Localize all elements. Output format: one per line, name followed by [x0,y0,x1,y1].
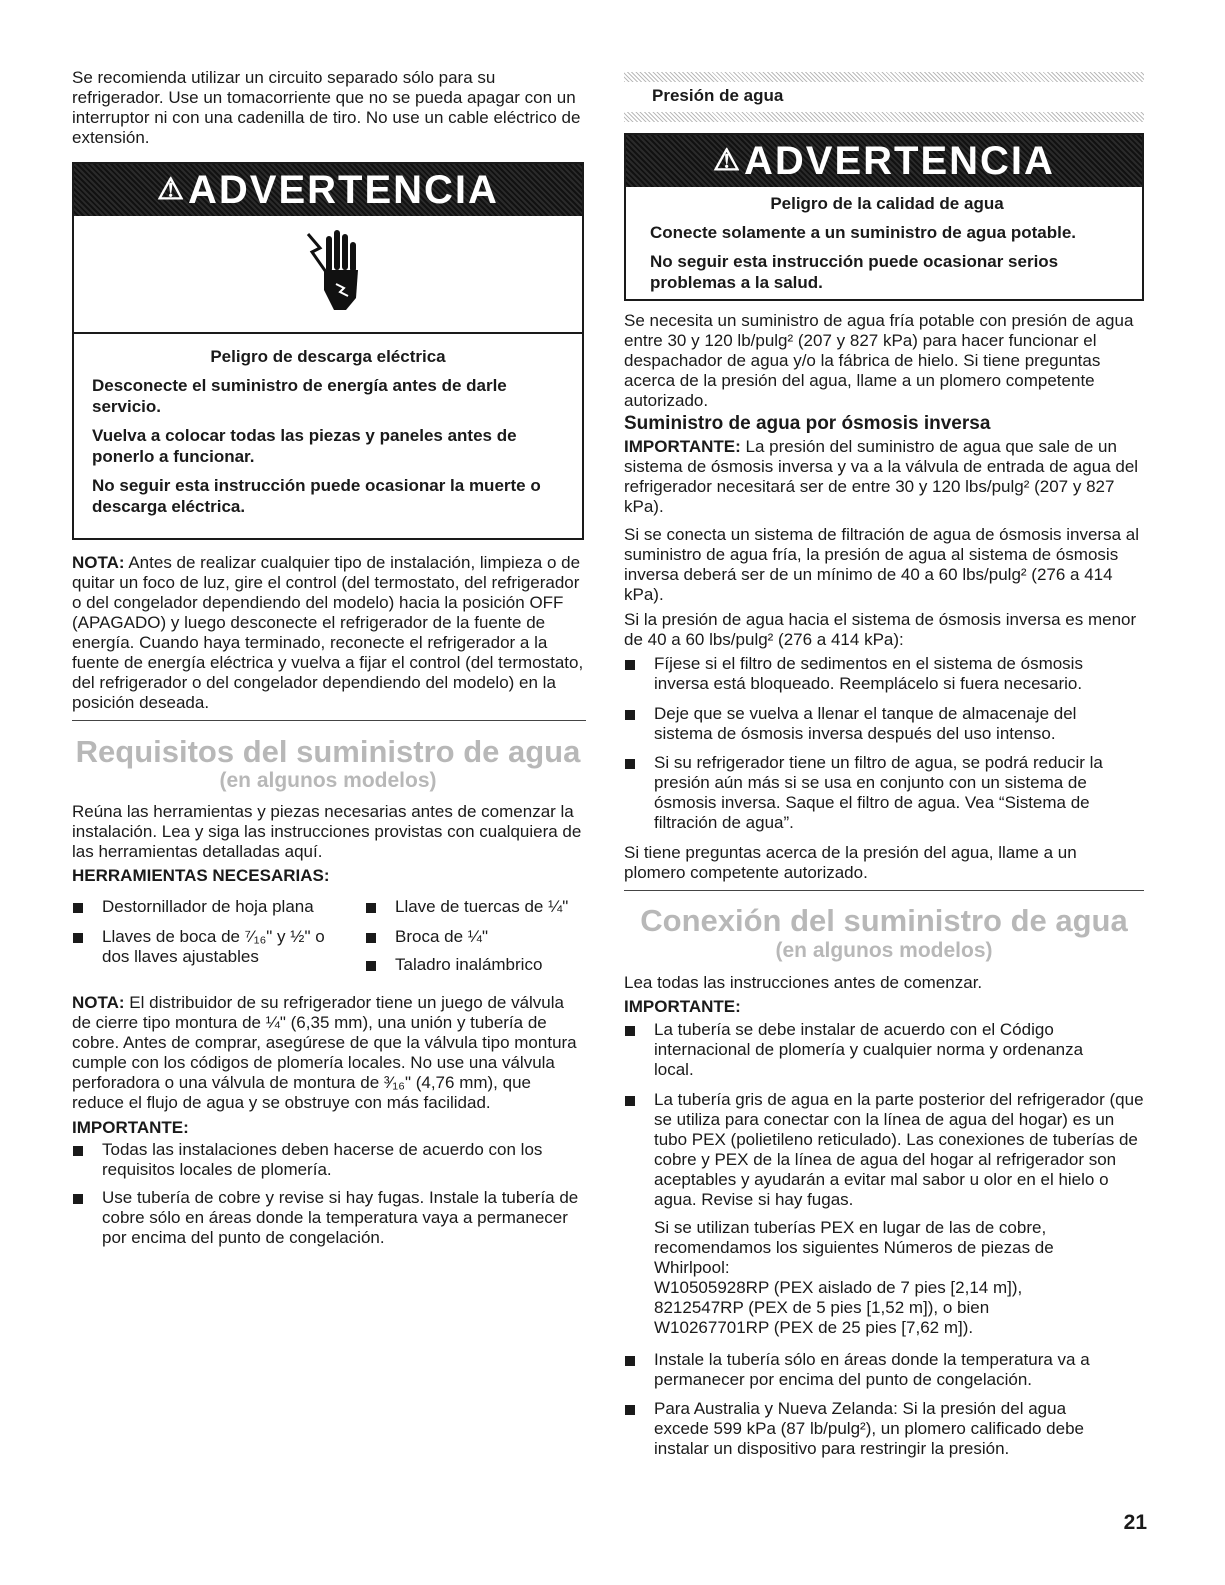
section-divider [72,720,586,721]
pex-part: 8212547RP (PEX de 5 pies [1,52 m]), o bien [654,1298,990,1317]
water-requirements-subheading: (en algunos modelos) [219,769,437,792]
ro-item: Deje que se vuelva a llenar el tanque de almacenaje del sistema de ósmosis inversa después del uso intenso. [654,704,1077,743]
warning-line-1: Conecte solamente a un suministro de agua potable. [650,223,1077,242]
warning-line-2: No seguir esta instrucción puede ocasionar serios problemas a la salud. [650,252,1059,292]
warning-line-3: No seguir esta instrucción puede ocasionar la muerte o descarga eléctrica. [92,476,541,516]
nota-paragraph-2 [72,993,586,1113]
bullet [625,1026,635,1036]
bullet [73,1146,83,1156]
importante-item: Todas las instalaciones deben hacerse de acuerdo con los requisitos locales de plomería. [102,1140,543,1179]
bullet [366,903,376,913]
tool-item: Broca de ¼" [395,927,488,946]
bullet [625,759,635,769]
importante-text: La presión del suministro de agua que sale de un sistema de ósmosis inversa y va a la válvula de entrada de agua del refrigerador necesitará ser de entre 30 y 120 lbs/pulg² (207 y 827 kPa). [624,437,1139,516]
nota-paragraph-1 [72,553,584,713]
warning-hazard: Peligro de la calidad de agua [770,194,1004,213]
pex-part: W10267701RP (PEX de 25 pies [7,62 m]). [654,1318,974,1337]
pex-intro: Si se utilizan tuberías PEX en lugar de las de cobre, recomendamos los siguientes Números de piezas de Whirlpool: [654,1218,1054,1277]
tool-item: Taladro inalámbrico [395,955,543,974]
tools-heading: HERRAMIENTAS NECESARIAS: [72,866,330,885]
section-divider [624,890,1144,891]
connection-item: La tubería gris de agua en la parte posterior del refrigerador (que se utiliza para conectar con la línea de agua del hogar) es un tubo PEX (polietileno reticulado). Las conexiones de tuberías de cobre y PEX de la línea de agua del hogar al refrigerador son aceptables y ayudarán a evitar mal sabor u olor en el hielo o agua. Revise si hay fugas. [654,1090,1144,1209]
electric-shock-hand-icon [302,226,364,318]
nota-text: El distribuidor de su refrigerador tiene un juego de válvula de cierre tipo montura de ¼" (6,35 mm), una unión y tubería de cobre. Antes de comprar, asegúrese de que la válvula tipo montura cumple con los códigos de plomería locales. No use una válvula perforadora o una válvula de montura de ³⁄₁₆" (4,76 mm), que reduce el flujo de agua y se obstruye con más facilidad. [72,993,577,1112]
importante-label: IMPORTANTE: [624,437,741,456]
connection-item: La tubería se debe instalar de acuerdo con el Código internacional de plomería y cualquier norma y ordenanza local. [654,1020,1084,1079]
water-quality-warning [624,133,1144,301]
connection-item: Para Australia y Nueva Zelanda: Si la presión del agua excede 599 kPa (87 lb/pulg²), un plomero calificado debe instalar un dispositivo para restringir la presión. [654,1399,1084,1458]
ro-item: Fíjese si el filtro de sedimentos en el sistema de ósmosis inversa está bloqueado. Reemplácelo si fuera necesario. [654,654,1083,693]
warning-title: ADVERTENCIA [744,139,1055,183]
bullet [73,903,83,913]
tool-item: Destornillador de hoja plana [102,897,314,916]
water-connection-heading: Conexión del suministro de agua [640,903,1128,938]
warning-body [92,346,564,517]
pressure-paragraph: Se necesita un suministro de agua fría potable con presión de agua entre 30 y 120 lb/pulg² (207 y 827 kPa) para hacer funcionar el despachador de agua y/o la fábrica de hielo. Si tiene preguntas acerca de la presión del agua, llame a un plomero competente autorizado. [624,311,1134,410]
electric-shock-warning [72,162,584,540]
reverse-osmosis-heading: Suministro de agua por ósmosis inversa [624,413,991,434]
tool-item: Llaves de boca de ⁷⁄₁₆" y ½" o dos llaves ajustables [102,927,325,966]
water-pressure-heading: Presión de agua [652,86,784,105]
water-requirements-intro: Reúna las herramientas y piezas necesarias antes de comenzar la instalación. Lea y siga las instrucciones provistas con cualquiera de las herramientas detalladas aquí. [72,802,582,861]
nota-label: NOTA: [72,553,125,572]
shaded-rule [624,112,1144,122]
warning-title: ADVERTENCIA [188,168,499,212]
bullet [625,710,635,720]
warning-line-1: Desconecte el suministro de energía antes de darle servicio. [92,376,507,416]
ro-paragraph-4: Si tiene preguntas acerca de la presión del agua, llame a un plomero competente autorizado. [624,843,1077,882]
ro-importante-paragraph [624,437,1152,517]
importante-item: Use tubería de cobre y revise si hay fugas. Instale la tubería de cobre sólo en áreas donde la temperatura vaya a permanecer por encima del punto de congelación. [102,1188,579,1247]
bullet [73,933,83,943]
warning-divider [74,332,582,334]
ro-item: Si su refrigerador tiene un filtro de agua, se podrá reducir la presión aún más si se usa en conjunto con un sistema de ósmosis inversa. Saque el filtro de agua. Vea “Sistema de filtración de agua”. [654,753,1103,832]
bullet [73,1194,83,1204]
bullet [625,1356,635,1366]
warning-hazard: Peligro de descarga eléctrica [210,347,446,366]
tool-item: Llave de tuercas de ¼" [395,897,569,916]
nota-text: Antes de realizar cualquier tipo de instalación, limpieza o de quitar un foco de luz, gire el control (del termostato, del refrigerador o del congelador dependiendo del modelo) hacia la posición OFF (APAGADO) y luego desconecte el refrigerador de la fuente de energía. Cuando haya terminado, reconecte el refrigerador a la fuente de energía eléctrica y vuelva a fijar el control (del termostato, del refrigerador o del congelador dependiendo del modelo) en la posición deseada. [72,553,584,712]
bullet [366,933,376,943]
warning-triangle-icon: ⚠ [157,173,186,206]
importante-heading: IMPORTANTE: [72,1118,189,1137]
shaded-rule [624,72,1144,82]
bullet [625,660,635,670]
warning-body [650,193,1124,293]
bullet [366,961,376,971]
warning-header [74,164,582,216]
water-connection-subheading: (en algunos modelos) [775,939,993,962]
intro-paragraph: Se recomienda utilizar un circuito separado sólo para su refrigerador. Use un tomacorriente que no se pueda apagar con un interruptor ni con una cadenilla de tiro. No use un cable eléctrico de extensión. [72,68,581,147]
warning-triangle-icon: ⚠ [713,144,742,177]
nota-label: NOTA: [72,993,125,1012]
water-requirements-heading: Requisitos del suministro de agua [75,734,581,769]
bullet [625,1405,635,1415]
water-connection-intro: Lea todas las instrucciones antes de comenzar. [624,973,983,992]
page-number: 21 [1123,1511,1147,1534]
connection-item: Instale la tubería sólo en áreas donde la temperatura va a permanecer por encima del punto de congelación. [654,1350,1090,1389]
warning-header [626,135,1142,187]
bullet [625,1096,635,1106]
ro-paragraph-2: Si se conecta un sistema de filtración de agua de ósmosis inversa al suministro de agua fría, la presión de agua al sistema de ósmosis inversa deberá ser de un mínimo de 40 a 60 lbs/pulg² (276 a 414 kPa). [624,525,1139,604]
pex-part: W10505928RP (PEX aislado de 7 pies [2,14 m]), [654,1278,1023,1297]
importante-heading: IMPORTANTE: [624,997,741,1016]
ro-paragraph-3: Si la presión de agua hacia el sistema de ósmosis inversa es menor de 40 a 60 lbs/pulg² (276 a 414 kPa): [624,610,1137,649]
warning-line-2: Vuelva a colocar todas las piezas y paneles antes de ponerlo a funcionar. [92,426,517,466]
